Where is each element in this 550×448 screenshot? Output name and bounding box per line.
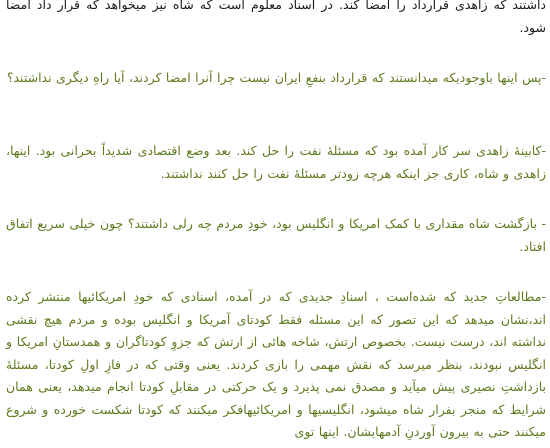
answer-paragraph: -کابینهٔ زاهدی سر کار آمده بود که مسئلهٔ نفت را حل کند. بعد وضع اقتصادی شدیداً بحرانی بود. اینها، زاهدی و شاه، کاری جز اینکه هرچه زودتر مسئلهٔ نفت را حل کنند نداشتند. — [6, 143, 546, 181]
answer-paragraph: -مطالعاتِ جدید که شده‌است ، اسنادِ جدیدی که در آمده، اسنادی که خودِ امریکائیها منتشر کرده اند،نشان میدهد که این تصور که این مسئله فقط کودتای آمریکا و انگلیس بوده و مردم هیچ نقشی نداشته اند، درست نیست. بخصوص ارتش، شاخه هائی از ارتش که جزوِ کودتاگران و همدستانِ امریکا و انگلیس نبودند، بنظر میرسد که نقش مهمی را بازی کردند. یعنی وقتی که در فازِ اولِ کودتا، مسئلهٔ بازداشتِ نصیری پیش میآید و مصدق نمی پذیرد و یک حرکتی در مقابلِ کودتا انجام میدهد، یعنی همان شرایط که منجر بفرار شاه میشود، انگلیسیها و امریکائیهافکر میکنند که کودتا شکست خورده و شروع میکنند حتی به بیرون آوردنِ آدمهایشان. اینها توی — [6, 289, 546, 439]
answer-paragraph: داشتند که زاهدی قرارداد را امضا کند. در اسناد معلوم است که شاه نیز میخواهد که قرار داد امضا شود. — [6, 0, 546, 35]
question-paragraph: -پس اینها باوجودیکه میدانستند که قرارداد بنفعِ ایران نیست چرا آنرا امضا کردند، آیا راهِ دیگری نداشتند؟ — [6, 70, 546, 85]
question-paragraph: - بازگشت شاه مقداری با کمک امریکا و انگلیس بود، خودِ مردم چه رلی داشتند؟ چون خیلی سریع اتفاق افتاد. — [6, 216, 546, 254]
